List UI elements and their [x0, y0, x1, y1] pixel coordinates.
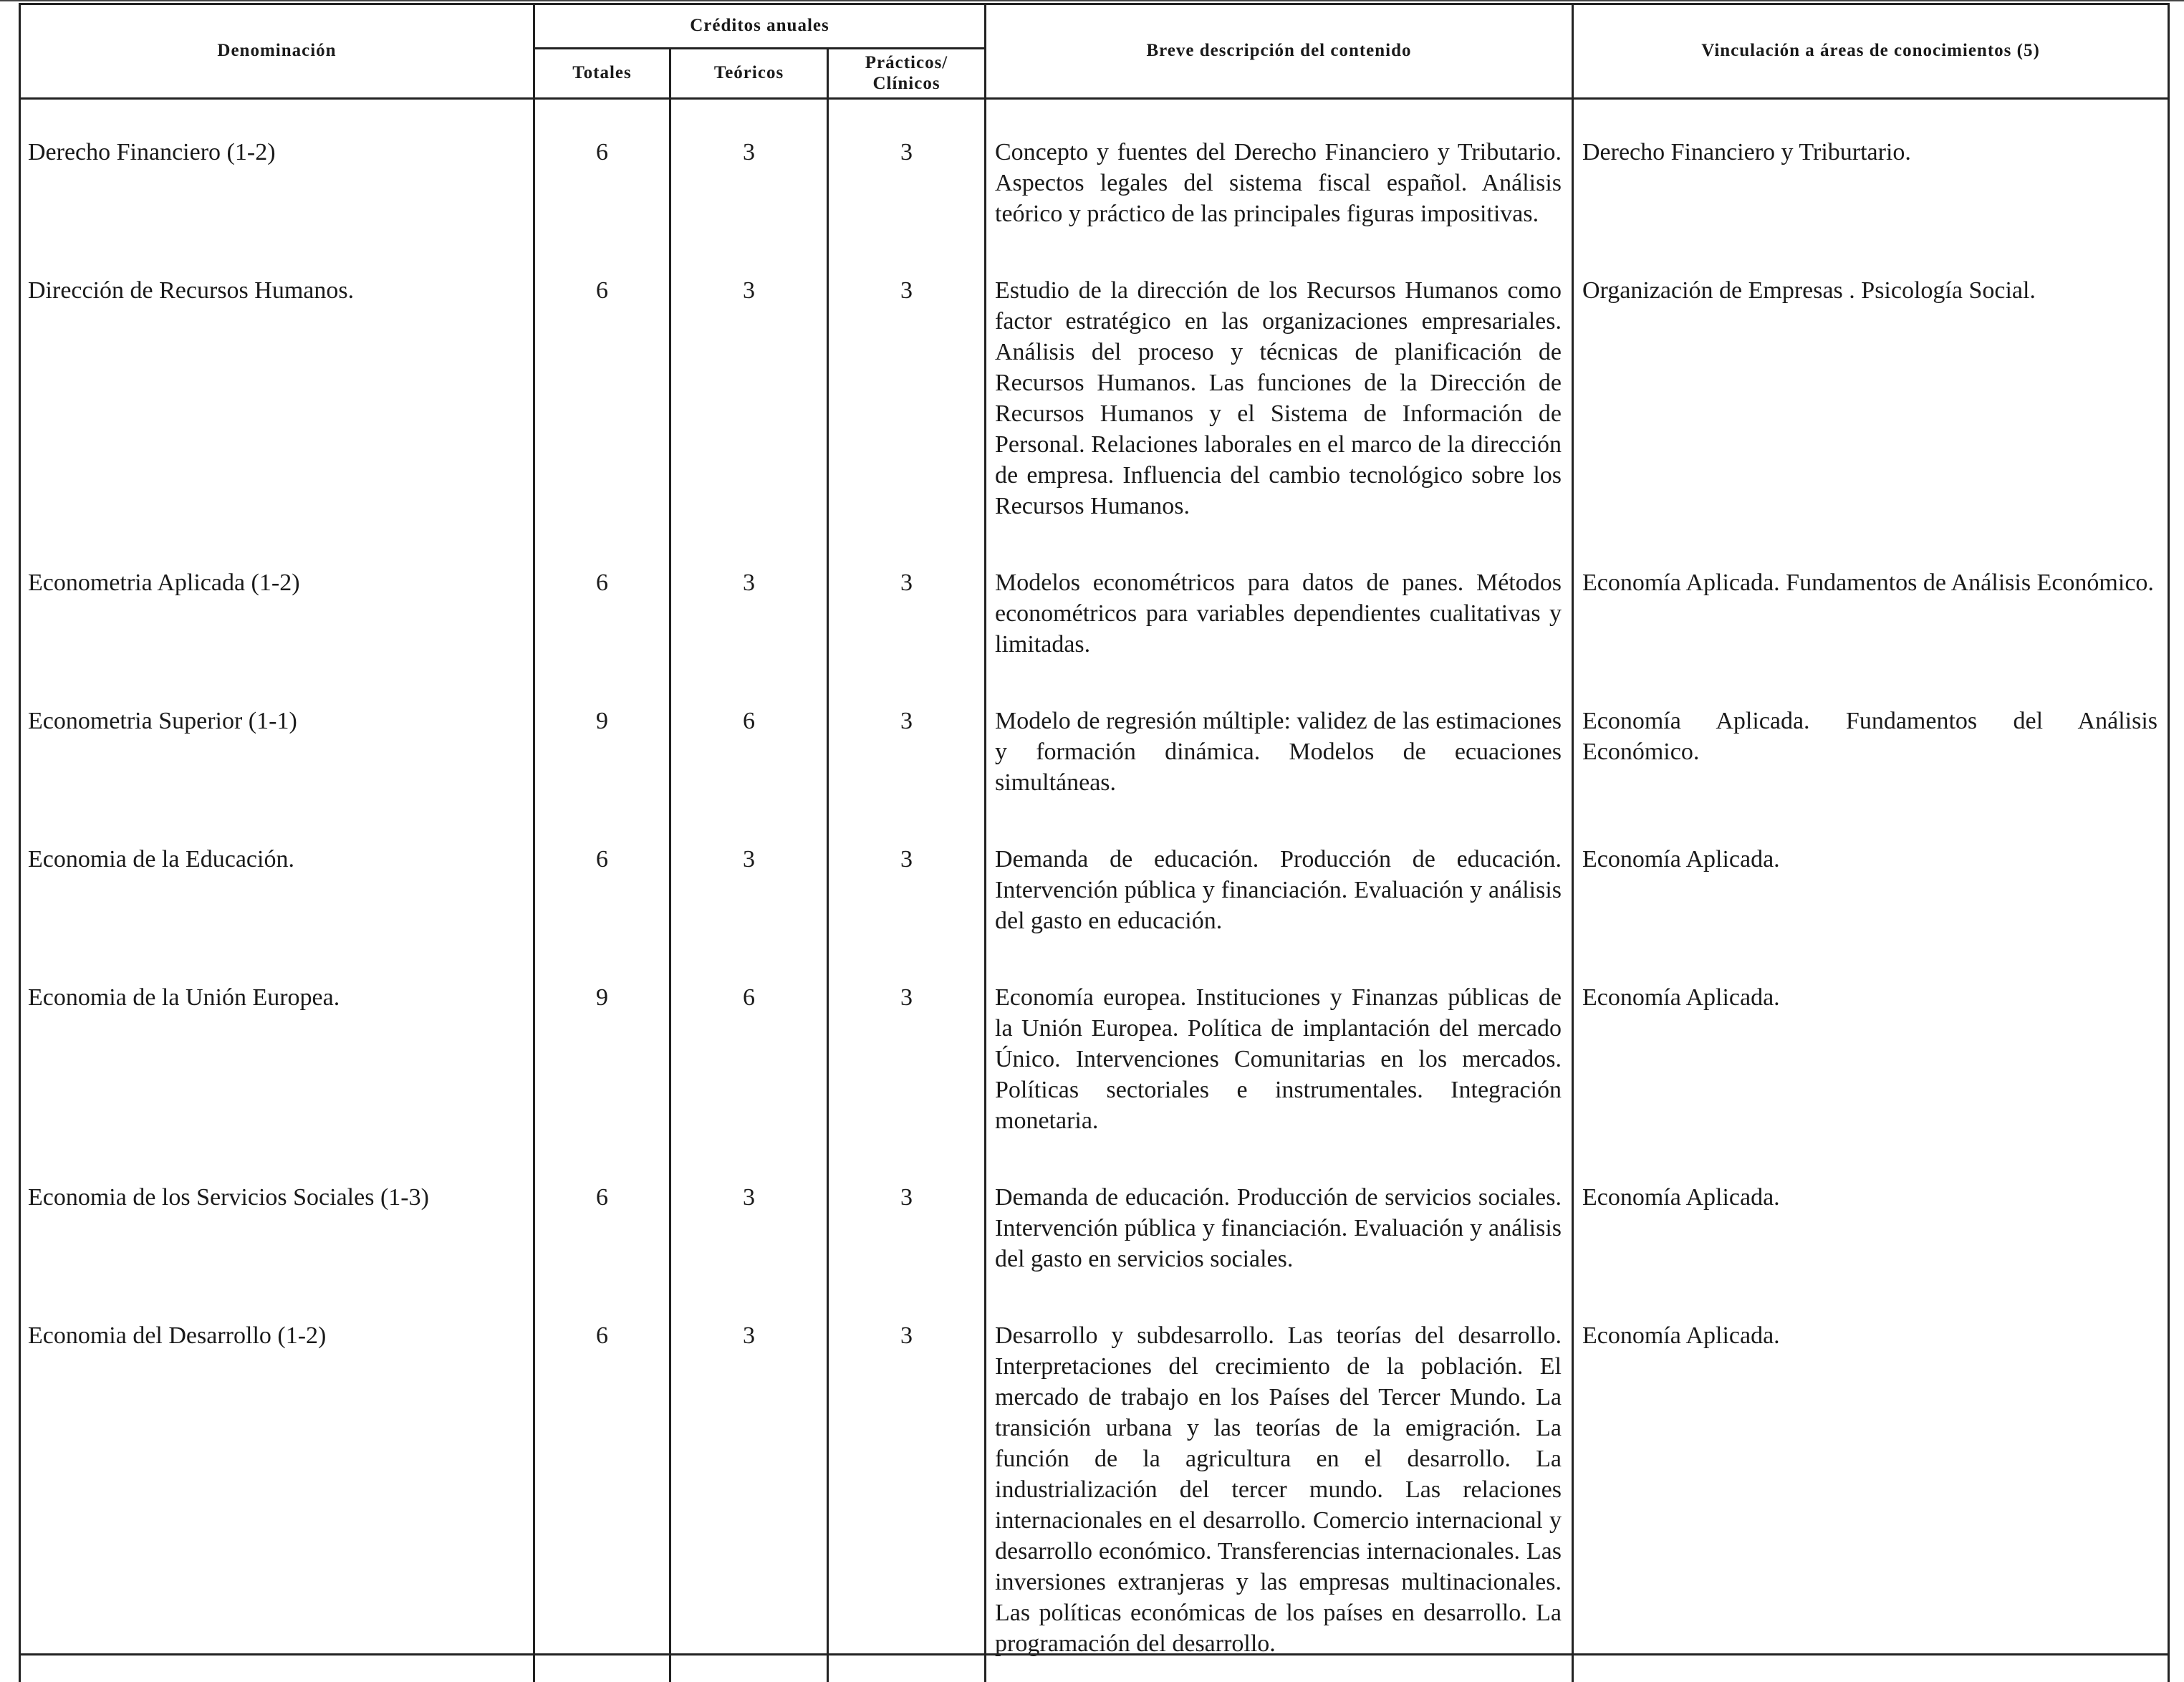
table-header	[20, 4, 2169, 99]
knowledge-area: Derecho Financiero y Triburtario.	[1573, 99, 2169, 253]
subject-description: Demanda de educación. Producción de educación. Intervención pública y financiación. Evaluación y análisis del gasto en educación.	[986, 821, 1573, 959]
subject-description: Modelo de regresión múltiple: validez de las estimaciones y formación dinámica. Modelos de ecuaciones simultáneas.	[986, 683, 1573, 821]
subject-description: Economía europea. Instituciones y Finanzas públicas de la Unión Europea. Política de implantación del mercado Único. Intervenciones Comunitarias en los mercados. Políticas sectoriales e instrumentales. Integración monetaria.	[986, 959, 1573, 1159]
credits-teoricos: 3	[670, 99, 828, 253]
credits-practicos: 3	[828, 959, 986, 1159]
subject-name: Economia de la Educación.	[20, 821, 534, 959]
knowledge-area: Organización de Empresas . Psicología Social.	[1573, 252, 2169, 544]
table-row	[20, 544, 2169, 683]
credits-practicos: 3	[828, 544, 986, 683]
credits-practicos: 3	[828, 1159, 986, 1297]
credits-practicos: 3	[828, 821, 986, 959]
table-row	[20, 821, 2169, 959]
subject-description: Concepto y fuentes del Derecho Financiero y Tributario. Aspectos legales del sistema fiscal español. Análisis teórico y práctico de las principales figuras impositivas.	[986, 99, 1573, 253]
bottom-rule	[19, 1653, 2168, 1655]
header-denominacion: Denominación	[20, 4, 534, 99]
credits-teoricos: 3	[670, 252, 828, 544]
subject-name: Derecho Financiero (1-2)	[20, 99, 534, 253]
credits-teoricos: 3	[670, 544, 828, 683]
subject-description: Estudio de la dirección de los Recursos Humanos como factor estratégico en las organizaciones empresariales. Análisis del proceso y técnicas de planificación de Recursos Humanos. Las funciones de la Dirección de Recursos Humanos y el Sistema de Información de Personal. Relaciones laborales en el marco de la dirección de empresa. Influencia del cambio tecnológico sobre los Recursos Humanos.	[986, 252, 1573, 544]
credits-teoricos: 3	[670, 1297, 828, 1682]
header-teoricos: Teóricos	[670, 49, 828, 99]
credits-practicos: 3	[828, 252, 986, 544]
subject-name: Economia de los Servicios Sociales (1-3)	[20, 1159, 534, 1297]
knowledge-area: Economía Aplicada. Fundamentos del Análisis Económico.	[1573, 683, 2169, 821]
credits-totales: 6	[534, 544, 670, 683]
credits-totales: 6	[534, 1297, 670, 1682]
header-creditos-anuales: Créditos anuales	[534, 4, 986, 49]
knowledge-area: Economía Aplicada.	[1573, 821, 2169, 959]
table-row	[20, 99, 2169, 253]
credits-teoricos: 6	[670, 683, 828, 821]
curriculum-table	[19, 3, 2170, 1682]
subject-name: Econometria Aplicada (1-2)	[20, 544, 534, 683]
knowledge-area: Economía Aplicada.	[1573, 959, 2169, 1159]
table-row	[20, 683, 2169, 821]
table-body	[20, 99, 2169, 1682]
subject-name: Dirección de Recursos Humanos.	[20, 252, 534, 544]
table-row	[20, 959, 2169, 1159]
credits-teoricos: 3	[670, 1159, 828, 1297]
table-row	[20, 252, 2169, 544]
subject-description: Modelos econométricos para datos de panes. Métodos econométricos para variables dependientes cualitativas y limitadas.	[986, 544, 1573, 683]
credits-teoricos: 6	[670, 959, 828, 1159]
subject-name: Economia del Desarrollo (1-2)	[20, 1297, 534, 1682]
header-totales: Totales	[534, 49, 670, 99]
header-descripcion: Breve descripción del contenido	[986, 4, 1573, 99]
credits-totales: 9	[534, 683, 670, 821]
knowledge-area: Economía Aplicada.	[1573, 1159, 2169, 1297]
knowledge-area: Economía Aplicada.	[1573, 1297, 2169, 1682]
credits-totales: 6	[534, 99, 670, 253]
credits-practicos: 3	[828, 683, 986, 821]
header-vinculacion: Vinculación a áreas de conocimientos (5)	[1573, 4, 2169, 99]
credits-practicos: 3	[828, 99, 986, 253]
subject-description: Demanda de educación. Producción de servicios sociales. Intervención pública y financiación. Evaluación y análisis del gasto en servicios sociales.	[986, 1159, 1573, 1297]
table-row	[20, 1159, 2169, 1297]
credits-totales: 6	[534, 1159, 670, 1297]
header-practicos: Prácticos/ Clínicos	[828, 49, 986, 99]
knowledge-area: Economía Aplicada. Fundamentos de Análisis Económico.	[1573, 544, 2169, 683]
subject-description: Desarrollo y subdesarrollo. Las teorías del desarrollo. Interpretaciones del crecimiento de la población. El mercado de trabajo en los Países del Tercer Mundo. La transición urbana y las teorías de la emigración. La función de la agricultura en el desarrollo. La industrialización del tercer mundo. Las relaciones internacionales en el desarrollo. Comercio internacional y desarrollo económico. Transferencias internacionales. Las inversiones extranjeras y las empresas multinacionales. Las políticas económicas de los países en desarrollo. La programación del desarrollo.	[986, 1297, 1573, 1682]
credits-totales: 6	[534, 252, 670, 544]
credits-totales: 9	[534, 959, 670, 1159]
credits-teoricos: 3	[670, 821, 828, 959]
table-row	[20, 1297, 2169, 1682]
subject-name: Econometria Superior (1-1)	[20, 683, 534, 821]
credits-practicos: 3	[828, 1297, 986, 1682]
subject-name: Economia de la Unión Europea.	[20, 959, 534, 1159]
credits-totales: 6	[534, 821, 670, 959]
